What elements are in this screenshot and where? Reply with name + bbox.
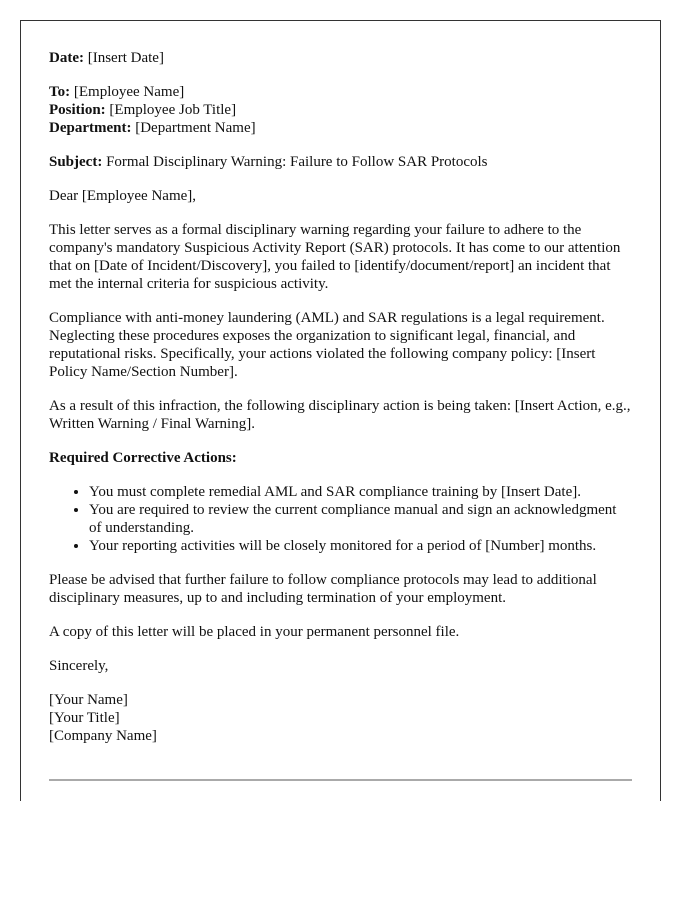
body-paragraph: As a result of this infraction, the following disciplinary action is being taken: [Insert Action, e.g., Written Warning / Final Warning]. [49, 398, 631, 432]
recipient-block: To: [Employee Name] Position: [Employee Job Title] Department: [Department Name] [49, 84, 256, 136]
sign-off: Sincerely, [49, 658, 109, 674]
list-item: • Your reporting activities will be closely monitored for a period of [Number] months. [89, 537, 632, 555]
body-paragraph: Compliance with anti-money laundering (AML) and SAR regulations is a legal requirement. Neglecting these procedures exposes the organization to significant legal, financial, and reputational risks. Specifically, your actions violated the following company policy: [Insert Policy Name/Section Number]. [49, 310, 605, 380]
footer-divider [49, 779, 632, 781]
list-item: • You are required to review the current compliance manual and sign an acknowledgment of understanding. [89, 501, 632, 537]
subject-line: Subject: Formal Disciplinary Warning: Failure to Follow SAR Protocols [49, 154, 488, 170]
salutation: Dear [Employee Name], [49, 188, 197, 204]
signer-name: [Your Name] [49, 692, 128, 708]
date-line: Date: [Insert Date] [49, 50, 164, 66]
signature-block [49, 691, 632, 745]
signer-title: [Your Title] [49, 710, 120, 726]
corrective-heading: Required Corrective Actions: [49, 450, 237, 466]
closing-paragraph: A copy of this letter will be placed in your permanent personnel file. [49, 624, 460, 640]
body-paragraph: This letter serves as a formal disciplinary warning regarding your failure to adhere to the company's mandatory Suspicious Activity Report (SAR) protocols. It has come to our attention that on [Date of Incident/Discovery], you failed to [identify/document/report] an incident that met the internal criteria for suspicious activity. [49, 222, 621, 292]
list-item: • You must complete remedial AML and SAR compliance training by [Insert Date]. [89, 483, 632, 501]
corrective-actions-list [49, 483, 632, 555]
closing-paragraph: Please be advised that further failure to follow compliance protocols may lead to additional disciplinary measures, up to and including termination of your employment. [49, 572, 597, 606]
company-name: [Company Name] [49, 728, 157, 744]
letter-page [20, 20, 661, 801]
